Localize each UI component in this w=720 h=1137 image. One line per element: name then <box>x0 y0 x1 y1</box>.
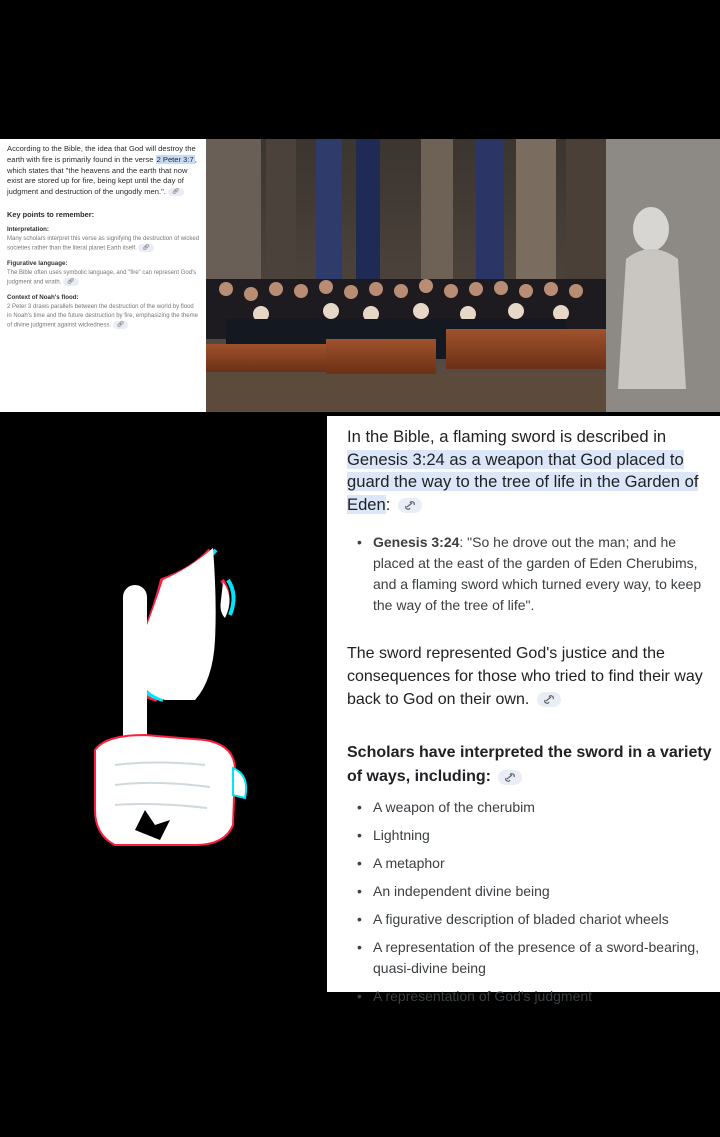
point-text-figurative: The Bible often uses symbolic language, and "fire" can represent God's judgment and wrath. 🔗︎ <box>7 270 197 286</box>
point-title-noah: Context of Noah's flood: <box>7 294 79 302</box>
list-item: • A metaphor <box>347 853 712 874</box>
link-icon[interactable]: 🔗︎ <box>168 188 184 196</box>
bullet-dot: • <box>357 883 362 900</box>
fire-intro <box>7 144 200 198</box>
list-item: • An independent divine being <box>347 881 712 902</box>
cathedral-photo <box>206 139 720 412</box>
justice-paragraph: The sword represented God's justice and the consequences for those who tried to find their way back to God on their own. <box>347 645 703 708</box>
verse-highlight-genesis[interactable]: Genesis 3:24 as a weapon that God placed to guard the way to the tree of life in the Garden of Eden <box>347 449 699 514</box>
bullet-dot: • <box>357 799 362 816</box>
list-item: • A figurative description of bladed chariot wheels <box>347 909 712 930</box>
bullet-dot: • <box>357 534 362 550</box>
verse-ref: Genesis 3:24 <box>373 534 460 550</box>
lead-paragraph <box>347 426 712 516</box>
verse-text: : "So he drove out the man; and he placed at the east of the garden of Eden Cherubims, and a flaming sword which turned every way, to keep the way of the tree of life". <box>373 534 702 613</box>
point-title-figurative: Figurative language: <box>7 260 68 268</box>
list-item: • A representation of God's judgment <box>347 986 712 1007</box>
bullet-dot: • <box>357 827 362 844</box>
list-item-verse <box>347 532 712 616</box>
list-item: • A weapon of the cherubim <box>347 797 712 818</box>
list-item: • Lightning <box>347 825 712 846</box>
intro-text-post: , which states that "the heavens and the earth that now exist are stored up for fire, being kept until the day of judgment and destruction of the ungodly men.". <box>7 154 197 197</box>
ai-overview-fire-panel <box>0 139 206 412</box>
shush-gesture-graphic <box>95 540 255 870</box>
lead-text-pre: In the Bible, a flaming sword is described in <box>347 427 667 446</box>
verse-link-2-peter-3-7[interactable]: 2 Peter 3:7 <box>156 154 194 164</box>
point-text-interpretation: Many scholars interpret this verse as signifying the destruction of wicked societies rather than the literal planet Earth itself. 🔗︎ <box>7 235 200 252</box>
list-item: • A representation of the presence of a sword-bearing, quasi-divine being <box>357 939 700 977</box>
bullet-dot: • <box>357 855 362 872</box>
scholars-heading: Scholars have interpreted the sword in a variety of ways, including: <box>347 744 712 786</box>
ai-overview-flaming-sword-panel <box>327 416 720 1005</box>
interpretations-list <box>347 797 712 1007</box>
bullet-dot: • <box>357 911 362 928</box>
link-icon[interactable]: 🔗︎ <box>138 244 154 252</box>
bullet-dot: • <box>357 939 362 956</box>
cathedral-image <box>206 139 720 412</box>
bullet-dot: • <box>357 988 362 1005</box>
link-icon[interactable] <box>398 498 422 513</box>
lead-text-post: : <box>385 494 391 514</box>
intro-text-pre: According to the Bible, the idea that God will destroy the earth with fire is primarily found in the verse <box>7 144 196 164</box>
link-icon[interactable] <box>537 692 561 707</box>
point-title-interpretation: Interpretation: <box>7 225 49 233</box>
link-icon[interactable] <box>498 770 522 785</box>
point-text-noah: 2 Peter 3 draws parallels between the destruction of the world by flood in Noah's time and the future destruction by fire, emphasizing the theme of divine judgment against wickedness. 🔗︎ <box>7 304 198 329</box>
key-points-heading: Key points to remember: <box>7 209 95 219</box>
link-icon[interactable]: 🔗︎ <box>63 278 79 286</box>
link-icon[interactable]: 🔗︎ <box>113 321 129 329</box>
